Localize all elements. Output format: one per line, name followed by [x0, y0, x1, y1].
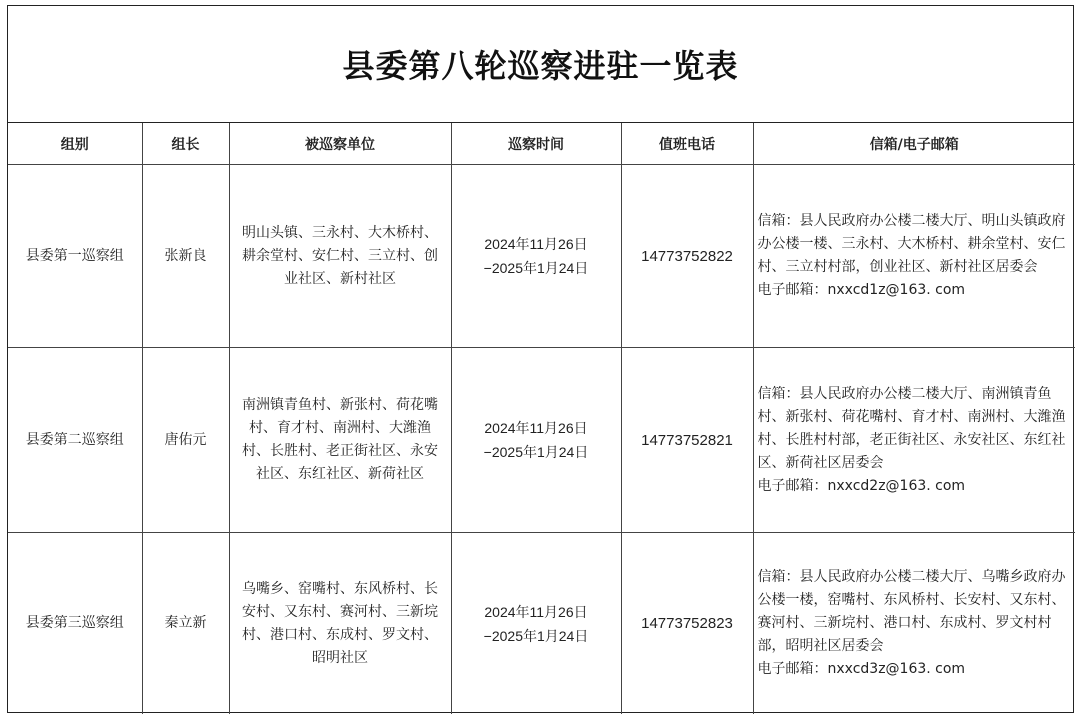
mailbox-text: 信箱：县人民政府办公楼二楼大厅、明山头镇政府办公楼一楼、三永村、大木桥村、耕余堂村、安仁村、三立村村部，创业社区、新村社区居委会 [757, 213, 1066, 275]
leader-cell: 张新良 [142, 165, 229, 348]
time-end: −2025年1月24日 [483, 627, 589, 644]
time-start: 2024年11月26日 [484, 603, 588, 620]
phone-cell: 14773752821 [621, 348, 753, 533]
mailbox-cell [753, 533, 1075, 715]
table-row [8, 348, 1075, 533]
time-start: 2024年11月26日 [484, 236, 588, 252]
email-text: 电子邮箱：nxxcd3z@163. com [757, 661, 966, 677]
header-leader: 组长 [142, 123, 229, 165]
units-cell: 乌嘴乡、窑嘴村、东风桥村、长安村、又东村、赛河村、三新垸村、港口村、东成村、罗文村、昭明社区 [229, 533, 451, 715]
table-header-row [8, 123, 1075, 165]
header-mailbox: 信箱/电子邮箱 [753, 123, 1075, 165]
page-title: 县委第八轮巡察进驻一览表 [8, 6, 1073, 123]
time-end: −2025年1月24日 [483, 444, 589, 460]
header-time: 巡察时间 [451, 123, 621, 165]
units-cell: 南洲镇青鱼村、新张村、荷花嘴村、育才村、南洲村、大潍渔村、长胜村、老正街社区、永安社区、东红社区、新荷社区 [229, 348, 451, 533]
table-row [8, 165, 1075, 348]
table-row [8, 533, 1075, 715]
time-start: 2024年11月26日 [484, 420, 588, 436]
header-group: 组别 [8, 123, 142, 165]
units-cell: 明山头镇、三永村、大木桥村、耕余堂村、安仁村、三立村、创业社区、新村社区 [229, 165, 451, 348]
phone-cell: 14773752822 [621, 165, 753, 348]
group-cell: 县委第一巡察组 [8, 165, 142, 348]
email-text: 电子邮箱：nxxcd1z@163. com [757, 282, 966, 298]
phone-cell: 14773752823 [621, 533, 753, 715]
mailbox-text: 信箱：县人民政府办公楼二楼大厅、南洲镇青鱼村、新张村、荷花嘴村、育才村、南洲村、大潍渔村、长胜村村部，老正街社区、永安社区、东红社区、新荷社区居委会 [757, 385, 1066, 471]
header-phone: 值班电话 [621, 123, 753, 165]
header-units: 被巡察单位 [229, 123, 451, 165]
mailbox-text: 信箱：县人民政府办公楼二楼大厅、乌嘴乡政府办公楼一楼，窑嘴村、东风桥村、长安村、又东村、赛河村、三新垸村、港口村、东成村、罗文村村部，昭明社区居委会 [757, 569, 1066, 654]
leader-cell: 唐佑元 [142, 348, 229, 533]
inspection-table [8, 123, 1075, 714]
time-end: −2025年1月24日 [483, 260, 589, 276]
mailbox-cell [753, 348, 1075, 533]
mailbox-cell [753, 165, 1075, 348]
time-cell [451, 533, 621, 715]
email-text: 电子邮箱：nxxcd2z@163. com [757, 477, 966, 494]
inspection-table-sheet [7, 5, 1074, 713]
group-cell: 县委第二巡察组 [8, 348, 142, 533]
group-cell: 县委第三巡察组 [8, 533, 142, 715]
time-cell [451, 165, 621, 348]
leader-cell: 秦立新 [142, 533, 229, 715]
time-cell [451, 348, 621, 533]
